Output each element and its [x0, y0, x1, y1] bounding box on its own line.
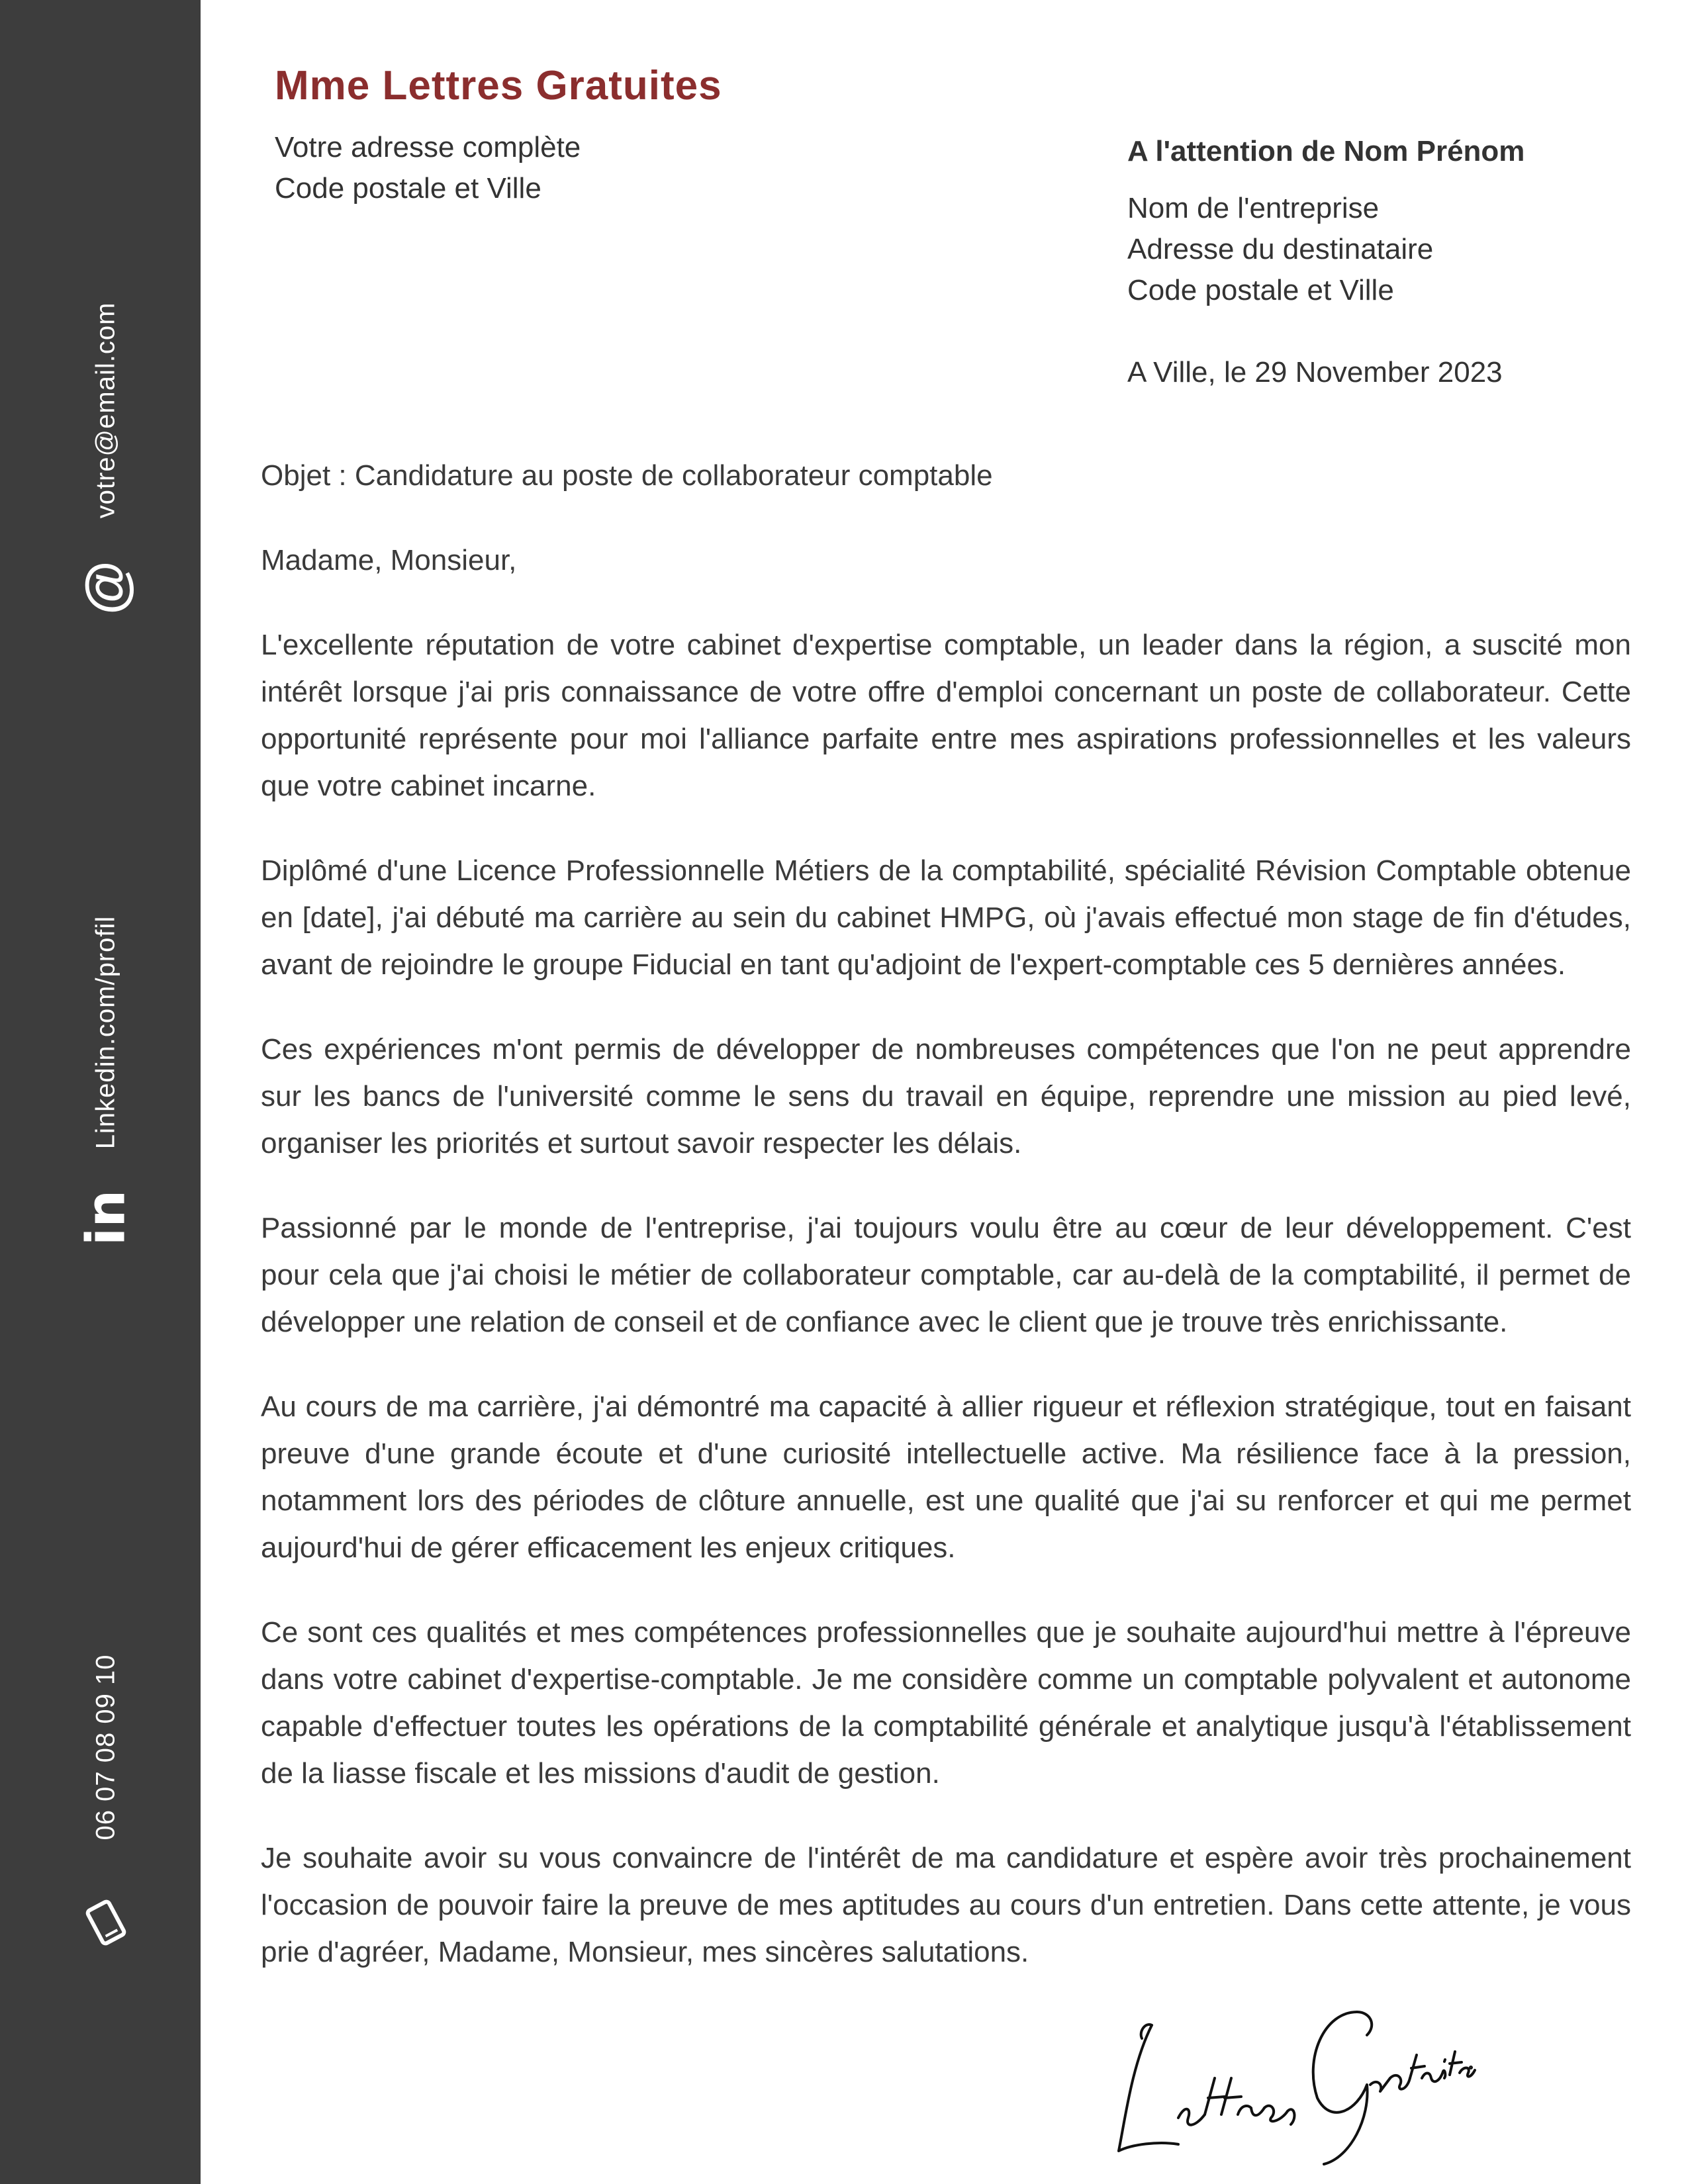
letter-salutation: Madame, Monsieur,	[261, 544, 517, 576]
email-text[interactable]: votre@email.com	[91, 302, 120, 519]
letter-paragraph: Au cours de ma carrière, j'ai démontré ma capacité à allier rigueur et réflexion stratégique, tout en faisant preuve d'une grande écoute et d'une curiosité intellectuelle active. Ma résilience face à la pression, notamment lors des périodes de clôture annuelle, est une qualité que j'ai su renforcer et qui me permet aujourd'hui de gérer efficacement les enjeux critiques.	[261, 1390, 1631, 1564]
phone-icon	[79, 1896, 132, 1949]
handwritten-signature	[1105, 1985, 1476, 2171]
recipient-address: Adresse du destinataire	[1127, 233, 1434, 265]
letter-paragraph: Diplômé d'une Licence Professionnelle Métiers de la comptabilité, spécialité Révision Comptable obtenue en [date], j'ai débuté ma carrière au sein du cabinet HMPG, où j'avais effectué mon stage de fin d'études, avant de rejoindre le groupe Fiducial en tant qu'adjoint de l'expert-comptable ces 5 dernières années.	[261, 854, 1631, 981]
recipient-city: Code postale et Ville	[1127, 274, 1394, 306]
letter-paragraph: L'excellente réputation de votre cabinet d'expertise comptable, un leader dans la région, a suscité mon intérêt lorsque j'ai pris connaissance de votre offre d'emploi concernant un poste de collaborateur. Cette opportunité représente pour moi l'alliance parfaite entre mes aspirations professionnelles et les valeurs que votre cabinet incarne.	[261, 629, 1631, 802]
sender-address	[275, 127, 581, 209]
sender-address-line1: Votre adresse complète	[275, 131, 581, 163]
sender-name: Mme Lettres Gratuites	[275, 63, 722, 109]
contact-sidebar	[0, 0, 201, 2184]
phone-text[interactable]: 06 07 08 09 10	[91, 1654, 120, 1841]
date-line: A Ville, le 29 November 2023	[1127, 356, 1503, 388]
letter-object: Objet : Candidature au poste de collaborateur comptable	[261, 459, 993, 492]
letter-paragraph: Je souhaite avoir su vous convaincre de l'intérêt de ma candidature et espère avoir très prochainement l'occasion de pouvoir faire la preuve de mes aptitudes au cours d'un entretien. Dans cette attente, je vous prie d'agréer, Madame, Monsieur, mes sincères salutations.	[261, 1842, 1631, 1968]
letter-paragraph: Ces expériences m'ont permis de développer de nombreuses compétences que l'on ne peut apprendre sur les bancs de l'université comme le sens du travail en équipe, reprendre une mission au pied levé, organiser les priorités et surtout savoir respecter les délais.	[261, 1033, 1631, 1160]
at-icon: @	[74, 561, 137, 615]
linkedin-text[interactable]: Linkedin.com/profil	[91, 915, 120, 1150]
recipient-attention: A l'attention de Nom Prénom	[1127, 135, 1525, 167]
letter-body	[261, 452, 1631, 2013]
linkedin-icon: in	[75, 1189, 137, 1246]
recipient-block	[1127, 131, 1524, 311]
letter-paragraph: Passionné par le monde de l'entreprise, j'ai toujours voulu être au cœur de leur développement. C'est pour cela que j'ai choisi le métier de collaborateur comptable, car au-delà de la comptabilité, il permet de développer une relation de conseil et de confiance avec le client que je trouve très enrichissante.	[261, 1212, 1631, 1338]
recipient-company: Nom de l'entreprise	[1127, 192, 1380, 224]
sender-address-line2: Code postale et Ville	[275, 172, 541, 205]
letter-paragraph: Ce sont ces qualités et mes compétences professionnelles que je souhaite aujourd'hui mettre à l'épreuve dans votre cabinet d'expertise-comptable. Je me considère comme un comptable polyvalent et autonome capable d'effectuer toutes les opérations de la comptabilité générale et analytique jusqu'à l'établissement de la liasse fiscale et les missions d'audit de gestion.	[261, 1616, 1631, 1790]
